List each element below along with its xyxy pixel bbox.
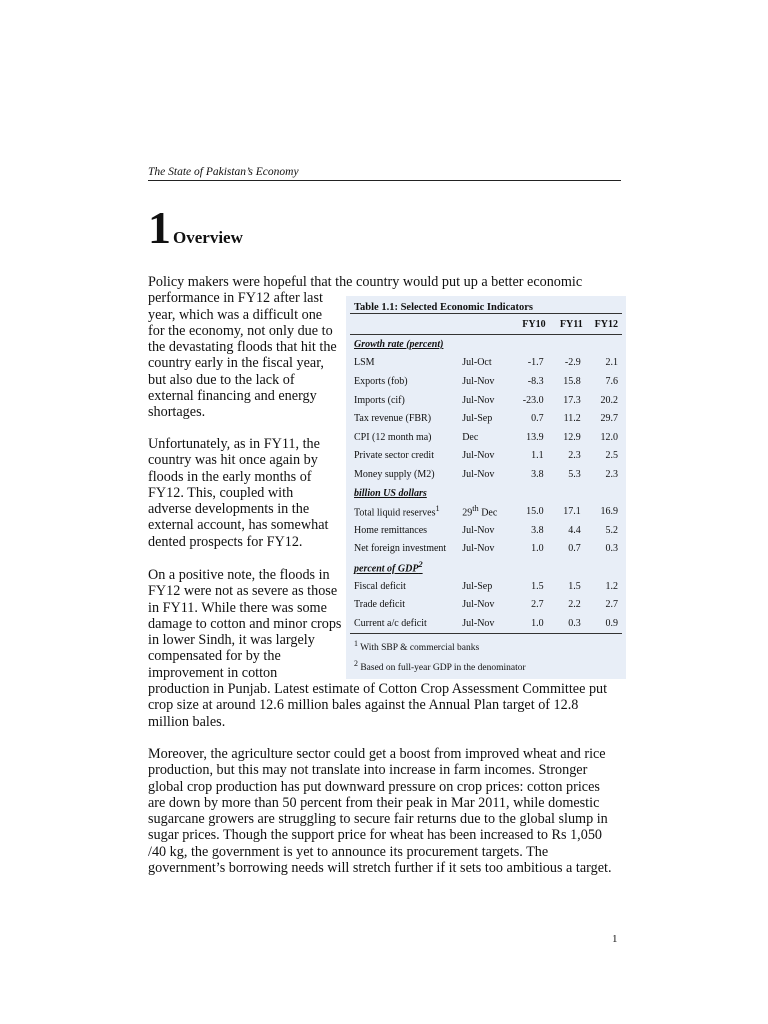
row-label-text: Home remittances xyxy=(354,524,428,536)
row-value: 3.8 xyxy=(531,468,544,480)
row-period-text: Jul-Nov xyxy=(462,450,495,462)
row-period-text: Jul-Nov xyxy=(462,375,495,387)
table-caption: Table 1.1: Selected Economic Indicators xyxy=(354,302,533,313)
paragraph-line: in lower Sindh, it was largely xyxy=(148,632,315,649)
row-value: 0.3 xyxy=(605,543,618,555)
table-row xyxy=(350,465,622,484)
row-value: 1.2 xyxy=(605,580,618,592)
table-header-row xyxy=(350,314,622,335)
row-label-text: Fiscal deficit xyxy=(354,580,406,592)
row-period-text: Jul-Sep xyxy=(462,413,493,425)
table-row xyxy=(350,391,622,410)
paragraph-line: million bales. xyxy=(148,713,226,730)
row-label xyxy=(350,595,462,614)
table-row xyxy=(350,521,622,540)
row-value: -1.7 xyxy=(527,357,544,369)
row-label-text: Total liquid reserves xyxy=(354,507,436,519)
row-period-text: Jul-Nov xyxy=(462,394,495,406)
paragraph-line: external account, has somewhat xyxy=(148,517,329,534)
row-period xyxy=(462,391,508,410)
row-value: 5.2 xyxy=(605,524,618,536)
row-label-text: Private sector credit xyxy=(354,450,434,462)
paragraph-line: country was hit once again by xyxy=(148,452,318,469)
running-header: The State of Pakistan’s Economy xyxy=(148,166,621,181)
row-label xyxy=(350,409,462,428)
row-period xyxy=(462,372,508,391)
paragraph-line: the devastating floods that hit the xyxy=(148,339,337,356)
row-value: 0.9 xyxy=(605,617,618,629)
column-header: FY10 xyxy=(522,318,546,330)
section-heading-cell xyxy=(350,335,622,354)
row-value: 2.7 xyxy=(531,599,544,611)
row-value: 17.1 xyxy=(563,506,581,518)
row-period-rest: Dec xyxy=(478,507,498,519)
paragraph-line: On a positive note, the floods in xyxy=(148,567,330,583)
table-row xyxy=(350,409,622,428)
footnote-text: With SBP & commercial banks xyxy=(357,642,480,653)
footnote-mark: 1 xyxy=(354,638,358,648)
table-row xyxy=(350,354,622,373)
table-section-heading xyxy=(350,558,622,577)
footnote-text: Based on full-year GDP in the denominator xyxy=(357,662,526,673)
table-row xyxy=(350,577,622,596)
row-label xyxy=(350,502,462,521)
row-period xyxy=(462,595,508,614)
table-row xyxy=(350,447,622,466)
paragraph-line: Moreover, the agriculture sector could get a boost from improved wheat and rice xyxy=(148,746,606,762)
paragraph-line: external financing and energy xyxy=(148,388,317,405)
row-value: 1.5 xyxy=(531,580,544,592)
paragraph-line: floods in the early months of xyxy=(148,468,312,485)
paragraph-line: in FY11. While there was some xyxy=(148,599,327,616)
paragraph-line: sugarcane growers are struggling to secure fair returns due to the global slump in xyxy=(148,811,608,828)
row-value: 2.3 xyxy=(605,468,618,480)
row-period xyxy=(462,521,508,540)
row-value: 5.3 xyxy=(568,468,581,480)
paragraph-line: country early in the fiscal year, xyxy=(148,355,324,372)
row-value: 2.2 xyxy=(568,599,581,611)
row-period-text: Jul-Nov xyxy=(462,543,495,555)
paragraph-line: global crop production has put downward pressure on crop prices: cotton prices xyxy=(148,778,600,795)
paragraph-line: crop size at around 12.6 million bales against the Annual Plan target of 12.8 xyxy=(148,697,579,714)
footnote-mark: 2 xyxy=(354,658,358,668)
chapter-title: Overview xyxy=(173,228,243,247)
row-value: 17.3 xyxy=(563,394,581,406)
footnote-2 xyxy=(346,659,626,673)
paragraph-line: Unfortunately, as in FY11, the xyxy=(148,436,320,452)
row-value: 1.0 xyxy=(531,617,544,629)
row-label xyxy=(350,521,462,540)
row-label xyxy=(350,391,462,410)
row-label-text: Exports (fob) xyxy=(354,375,408,387)
row-period-text: Jul-Nov xyxy=(462,617,495,629)
row-label-text: Trade deficit xyxy=(354,599,406,611)
row-period xyxy=(462,354,508,373)
table-row xyxy=(350,502,622,521)
table-row xyxy=(350,614,622,633)
row-label-text: Tax revenue (FBR) xyxy=(354,413,432,425)
paragraph-line: production, but this may not translate into increase in farm incomes. Stronger xyxy=(148,762,588,779)
chapter-number: 1 xyxy=(148,202,171,253)
row-period xyxy=(462,465,508,484)
row-value: 7.6 xyxy=(605,375,618,387)
row-value: 0.7 xyxy=(568,543,581,555)
row-value: 12.0 xyxy=(600,431,618,443)
paragraph-line: for the economy, not only due to xyxy=(148,322,333,339)
row-label xyxy=(350,372,462,391)
row-value: -2.9 xyxy=(564,357,581,369)
table-row xyxy=(350,540,622,559)
row-label-text: Money supply (M2) xyxy=(354,468,435,480)
row-period-text: Jul-Nov xyxy=(462,599,495,611)
section-heading-cell xyxy=(350,558,622,577)
row-label-text: Net foreign investment xyxy=(354,543,447,555)
footnote-1 xyxy=(346,639,626,653)
row-value: 13.9 xyxy=(526,431,544,443)
row-period xyxy=(462,428,508,447)
chapter-heading xyxy=(148,202,243,253)
row-label xyxy=(350,428,462,447)
row-period xyxy=(462,540,508,559)
row-value: 2.5 xyxy=(605,450,618,462)
row-value: 1.1 xyxy=(531,450,544,462)
paragraph-line: shortages. xyxy=(148,404,206,421)
row-value: 16.9 xyxy=(600,506,618,518)
row-value: 20.2 xyxy=(600,394,618,406)
row-period-text: Jul-Nov xyxy=(462,524,495,536)
paragraph-line: production in Punjab. Latest estimate of Cotton Crop Assessment Committee put xyxy=(148,681,608,698)
row-value: 2.1 xyxy=(605,357,618,369)
row-label-text: Imports (cif) xyxy=(354,394,405,406)
row-label xyxy=(350,354,462,373)
section-heading-sup: 2 xyxy=(418,560,423,570)
paragraph-line: improvement in cotton xyxy=(148,664,278,681)
row-label-sup: 1 xyxy=(435,504,440,514)
row-value: -8.3 xyxy=(527,375,544,387)
row-label xyxy=(350,447,462,466)
row-period xyxy=(462,447,508,466)
paragraph-4 xyxy=(148,746,616,876)
row-value: 1.5 xyxy=(568,580,581,592)
row-period-text: Dec xyxy=(462,431,479,443)
page-number: 1 xyxy=(612,933,618,945)
paragraph-line: /40 kg, the government is yet to announce its procurement targets. The xyxy=(148,843,549,860)
section-heading-text: Growth rate (percent) xyxy=(354,338,444,350)
paragraph-line: dented prospects for FY12. xyxy=(148,533,303,550)
section-heading-cell xyxy=(350,484,622,503)
row-label-text: Current a/c deficit xyxy=(354,617,427,629)
paragraph-line: are down by more than 50 percent from their peak in Mar 2011, while domestic xyxy=(148,794,600,811)
row-value: 11.2 xyxy=(563,413,581,425)
row-value: -23.0 xyxy=(522,394,544,406)
row-label-text: CPI (12 month ma) xyxy=(354,431,432,443)
section-heading-text: billion US dollars xyxy=(354,487,427,499)
economic-indicators-table xyxy=(350,313,622,634)
row-period-text: Jul-Nov xyxy=(462,468,495,480)
paragraph-line: adverse developments in the xyxy=(148,501,310,518)
paragraph-line: sugar prices. Though the support price for wheat has been increased to Rs 1,050 xyxy=(148,827,603,844)
row-value: 1.0 xyxy=(531,543,544,555)
table-row xyxy=(350,595,622,614)
table-section-heading xyxy=(350,335,622,354)
economic-indicators-table-box xyxy=(346,296,626,679)
paragraph-line: year, which was a difficult one xyxy=(148,306,323,323)
row-period-sup: th xyxy=(472,504,479,514)
row-value: 12.9 xyxy=(563,431,581,443)
paragraph-line: FY12. This, coupled with xyxy=(148,484,294,501)
paragraph-line: Policy makers were hopeful that the country would put up a better economic xyxy=(148,274,583,290)
row-value: 3.8 xyxy=(531,524,544,536)
paragraph-2 xyxy=(148,436,346,550)
column-header: FY11 xyxy=(559,318,583,330)
row-value: 29.7 xyxy=(600,413,618,425)
row-period xyxy=(462,502,508,521)
table-row xyxy=(350,428,622,447)
column-header: FY12 xyxy=(594,318,618,330)
row-label xyxy=(350,465,462,484)
paragraph-line: damage to cotton and minor crops xyxy=(148,615,342,632)
paragraph-line: but also due to the lack of xyxy=(148,371,295,388)
paragraph-line: performance in FY12 after last xyxy=(148,290,323,307)
paragraph-line: FY12 were not as severe as those xyxy=(148,583,338,600)
row-period-text: Jul-Sep xyxy=(462,580,493,592)
row-label xyxy=(350,540,462,559)
paragraph-line: compensated for by the xyxy=(148,648,281,665)
row-value: 0.3 xyxy=(568,617,581,629)
row-value: 2.3 xyxy=(568,450,581,462)
row-value: 15.8 xyxy=(563,375,581,387)
row-value: 15.0 xyxy=(526,506,544,518)
row-label-text: LSM xyxy=(354,357,375,369)
row-period-text: 29 xyxy=(462,507,473,519)
row-period xyxy=(462,577,508,596)
row-period-text: Jul-Oct xyxy=(462,357,492,369)
row-period xyxy=(462,614,508,633)
row-value: 2.7 xyxy=(605,599,618,611)
row-period xyxy=(462,409,508,428)
table-section-heading xyxy=(350,484,622,503)
row-label xyxy=(350,614,462,633)
paragraph-line: government’s borrowing needs will stretch further if it sets too ambitious a target. xyxy=(148,860,612,877)
row-value: 0.7 xyxy=(531,413,544,425)
section-heading-text: percent of GDP xyxy=(354,563,419,575)
table-row xyxy=(350,372,622,391)
row-value: 4.4 xyxy=(568,524,581,536)
row-label xyxy=(350,577,462,596)
